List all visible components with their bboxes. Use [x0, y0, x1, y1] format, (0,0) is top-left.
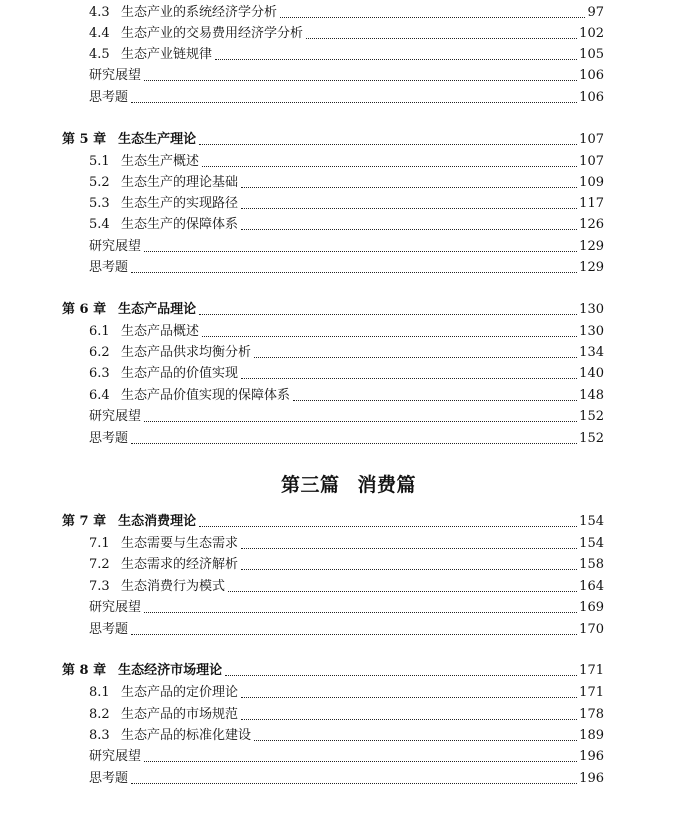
- toc-section-entry[interactable]: [89, 4, 604, 22]
- section-number: 5.2: [89, 175, 110, 190]
- entry-label: [89, 408, 141, 426]
- dot-leader: [241, 548, 577, 549]
- entry-title: 生态产品概述: [121, 324, 200, 339]
- entry-label: [89, 4, 277, 22]
- section-number: 4.4: [89, 26, 110, 41]
- entry-title: 生态产品的定价理论: [121, 685, 239, 700]
- dot-leader: [228, 591, 577, 592]
- entry-title: 生态消费理论: [118, 514, 197, 529]
- toc-section-entry[interactable]: [89, 578, 604, 596]
- entry-label: [62, 301, 196, 319]
- page-number: 154: [579, 536, 604, 551]
- page-number: 171: [579, 663, 604, 678]
- entry-label: [62, 662, 222, 680]
- dot-leader: [215, 59, 577, 60]
- entry-label: [62, 131, 196, 149]
- page-number: 189: [579, 728, 604, 743]
- page-number: 152: [579, 431, 604, 446]
- dot-leader: [144, 80, 577, 81]
- toc-extra-entry[interactable]: [89, 621, 604, 639]
- toc-section-entry[interactable]: [89, 556, 604, 574]
- entry-label: [89, 216, 238, 234]
- dot-leader: [131, 443, 577, 444]
- dot-leader: [131, 102, 577, 103]
- part-title: [0, 470, 697, 497]
- toc-extra-entry[interactable]: [89, 259, 604, 277]
- toc-extra-entry[interactable]: [89, 430, 604, 448]
- toc-extra-entry[interactable]: [89, 67, 604, 85]
- dot-leader: [241, 187, 577, 188]
- entry-title: 研究展望: [89, 239, 142, 254]
- entry-label: [89, 748, 141, 766]
- dot-leader: [241, 569, 577, 570]
- entry-title: 生态生产概述: [121, 154, 200, 169]
- entry-title: 生态生产的实现路径: [121, 196, 239, 211]
- page-number: 97: [587, 5, 604, 20]
- chapter-number: 第 6 章: [62, 302, 107, 317]
- entry-title: 研究展望: [89, 409, 142, 424]
- toc-extra-entry[interactable]: [89, 748, 604, 766]
- dot-leader: [131, 783, 577, 784]
- page-number: 117: [579, 196, 604, 211]
- dot-leader: [199, 144, 577, 145]
- entry-title: 生态需要与生态需求: [121, 536, 239, 551]
- dot-leader: [241, 697, 577, 698]
- toc-section-entry[interactable]: [89, 323, 604, 341]
- entry-title: 生态产业链规律: [121, 47, 213, 62]
- toc-extra-entry[interactable]: [89, 408, 604, 426]
- toc-chapter-entry[interactable]: [62, 301, 604, 319]
- entry-label: [89, 46, 212, 64]
- chapter-number: 第 5 章: [62, 132, 107, 147]
- part-label: 第三篇: [280, 474, 340, 496]
- page-number: 105: [579, 47, 604, 62]
- chapter-number: 第 7 章: [62, 514, 107, 529]
- dot-leader: [199, 314, 577, 315]
- section-number: 7.1: [89, 536, 110, 551]
- page-number: 158: [579, 557, 604, 572]
- dot-leader: [202, 166, 577, 167]
- entry-title: 生态产品理论: [118, 302, 197, 317]
- section-number: 4.5: [89, 47, 110, 62]
- page-number: 106: [579, 90, 604, 105]
- page-number: 196: [579, 771, 604, 786]
- page-number: 126: [579, 217, 604, 232]
- toc-section-entry[interactable]: [89, 195, 604, 213]
- page-number: 107: [579, 154, 604, 169]
- dot-leader: [144, 761, 577, 762]
- entry-label: [89, 430, 128, 448]
- dot-leader: [241, 208, 577, 209]
- page-number: 178: [579, 707, 604, 722]
- entry-title: 研究展望: [89, 600, 142, 615]
- toc-section-entry[interactable]: [89, 344, 604, 362]
- entry-label: [89, 365, 238, 383]
- entry-title: 生态产品供求均衡分析: [121, 345, 252, 360]
- toc-section-entry[interactable]: [89, 174, 604, 192]
- dot-leader: [131, 272, 577, 273]
- toc-section-entry[interactable]: [89, 153, 604, 171]
- entry-title: 生态生产的保障体系: [121, 217, 239, 232]
- entry-title: 生态经济市场理论: [118, 663, 223, 678]
- toc-extra-entry[interactable]: [89, 770, 604, 788]
- entry-title: 研究展望: [89, 749, 142, 764]
- entry-title: 思考题: [89, 771, 129, 786]
- part-name: 消费篇: [357, 474, 417, 496]
- dot-leader: [199, 526, 577, 527]
- dot-leader: [241, 719, 577, 720]
- section-number: 6.4: [89, 388, 110, 403]
- entry-label: [89, 195, 238, 213]
- toc-section-entry[interactable]: [89, 706, 604, 724]
- section-number: 8.2: [89, 707, 110, 722]
- entry-title: 思考题: [89, 622, 129, 637]
- entry-label: [89, 89, 128, 107]
- entry-label: [89, 684, 238, 702]
- toc-section-entry[interactable]: [89, 25, 604, 43]
- section-number: 5.3: [89, 196, 110, 211]
- entry-label: [89, 599, 141, 617]
- entry-label: [89, 323, 199, 341]
- page-number: 148: [579, 388, 604, 403]
- toc-section-entry[interactable]: [89, 365, 604, 383]
- entry-title: 思考题: [89, 431, 129, 446]
- entry-label: [89, 259, 128, 277]
- toc-section-entry[interactable]: [89, 46, 604, 64]
- page-number: 130: [579, 302, 604, 317]
- entry-label: [89, 770, 128, 788]
- page-number: 134: [579, 345, 604, 360]
- entry-title: 研究展望: [89, 68, 142, 83]
- entry-label: [89, 578, 225, 596]
- page-number: 129: [579, 260, 604, 275]
- section-number: 5.4: [89, 217, 110, 232]
- section-number: 5.1: [89, 154, 110, 169]
- section-number: 6.1: [89, 324, 110, 339]
- toc-section-entry[interactable]: [89, 216, 604, 234]
- section-number: 8.3: [89, 728, 110, 743]
- entry-label: [62, 513, 196, 531]
- entry-title: 思考题: [89, 260, 129, 275]
- entry-label: [89, 344, 251, 362]
- dot-leader: [241, 229, 577, 230]
- entry-title: 生态生产的理论基础: [121, 175, 239, 190]
- page-number: 154: [579, 514, 604, 529]
- dot-leader: [144, 612, 577, 613]
- entry-label: [89, 387, 290, 405]
- page-number: 129: [579, 239, 604, 254]
- dot-leader: [254, 357, 577, 358]
- dot-leader: [306, 38, 577, 39]
- chapter-number: 第 8 章: [62, 663, 107, 678]
- entry-label: [89, 621, 128, 639]
- page-number: 170: [579, 622, 604, 637]
- dot-leader: [144, 421, 577, 422]
- dot-leader: [225, 675, 577, 676]
- page-number: 164: [579, 579, 604, 594]
- entry-label: [89, 238, 141, 256]
- section-number: 8.1: [89, 685, 110, 700]
- entry-title: 思考题: [89, 90, 129, 105]
- toc-extra-entry[interactable]: [89, 238, 604, 256]
- toc-extra-entry[interactable]: [89, 599, 604, 617]
- toc-chapter-entry[interactable]: [62, 662, 604, 680]
- dot-leader: [131, 634, 577, 635]
- entry-label: [89, 67, 141, 85]
- entry-label: [89, 706, 238, 724]
- dot-leader: [254, 740, 577, 741]
- entry-title: 生态产品的标准化建设: [121, 728, 252, 743]
- dot-leader: [241, 378, 577, 379]
- entry-title: 生态产业的交易费用经济学分析: [121, 26, 304, 41]
- entry-label: [89, 556, 238, 574]
- toc-chapter-entry[interactable]: [62, 513, 604, 531]
- toc-section-entry[interactable]: [89, 727, 604, 745]
- section-number: 4.3: [89, 5, 110, 20]
- entry-title: 生态生产理论: [118, 132, 197, 147]
- entry-label: [89, 174, 238, 192]
- entry-title: 生态产业的系统经济学分析: [121, 5, 278, 20]
- page-number: 140: [579, 366, 604, 381]
- toc-section-entry[interactable]: [89, 684, 604, 702]
- section-number: 7.2: [89, 557, 110, 572]
- entry-title: 生态消费行为模式: [121, 579, 226, 594]
- dot-leader: [202, 336, 577, 337]
- page-number: 171: [579, 685, 604, 700]
- dot-leader: [144, 251, 577, 252]
- page-number: 107: [579, 132, 604, 147]
- page-number: 196: [579, 749, 604, 764]
- dot-leader: [293, 400, 577, 401]
- page-number: 106: [579, 68, 604, 83]
- entry-label: [89, 153, 199, 171]
- entry-title: 生态产品的价值实现: [121, 366, 239, 381]
- entry-label: [89, 25, 303, 43]
- page-number: 109: [579, 175, 604, 190]
- page-number: 130: [579, 324, 604, 339]
- section-number: 6.3: [89, 366, 110, 381]
- toc-extra-entry[interactable]: [89, 89, 604, 107]
- entry-title: 生态产品价值实现的保障体系: [121, 388, 291, 403]
- entry-title: 生态产品的市场规范: [121, 707, 239, 722]
- entry-label: [89, 535, 238, 553]
- toc-chapter-entry[interactable]: [62, 131, 604, 149]
- entry-label: [89, 727, 251, 745]
- toc-section-entry[interactable]: [89, 387, 604, 405]
- page-number: 169: [579, 600, 604, 615]
- dot-leader: [280, 17, 585, 18]
- toc-section-entry[interactable]: [89, 535, 604, 553]
- section-number: 7.3: [89, 579, 110, 594]
- section-number: 6.2: [89, 345, 110, 360]
- entry-title: 生态需求的经济解析: [121, 557, 239, 572]
- page-number: 152: [579, 409, 604, 424]
- page-number: 102: [579, 26, 604, 41]
